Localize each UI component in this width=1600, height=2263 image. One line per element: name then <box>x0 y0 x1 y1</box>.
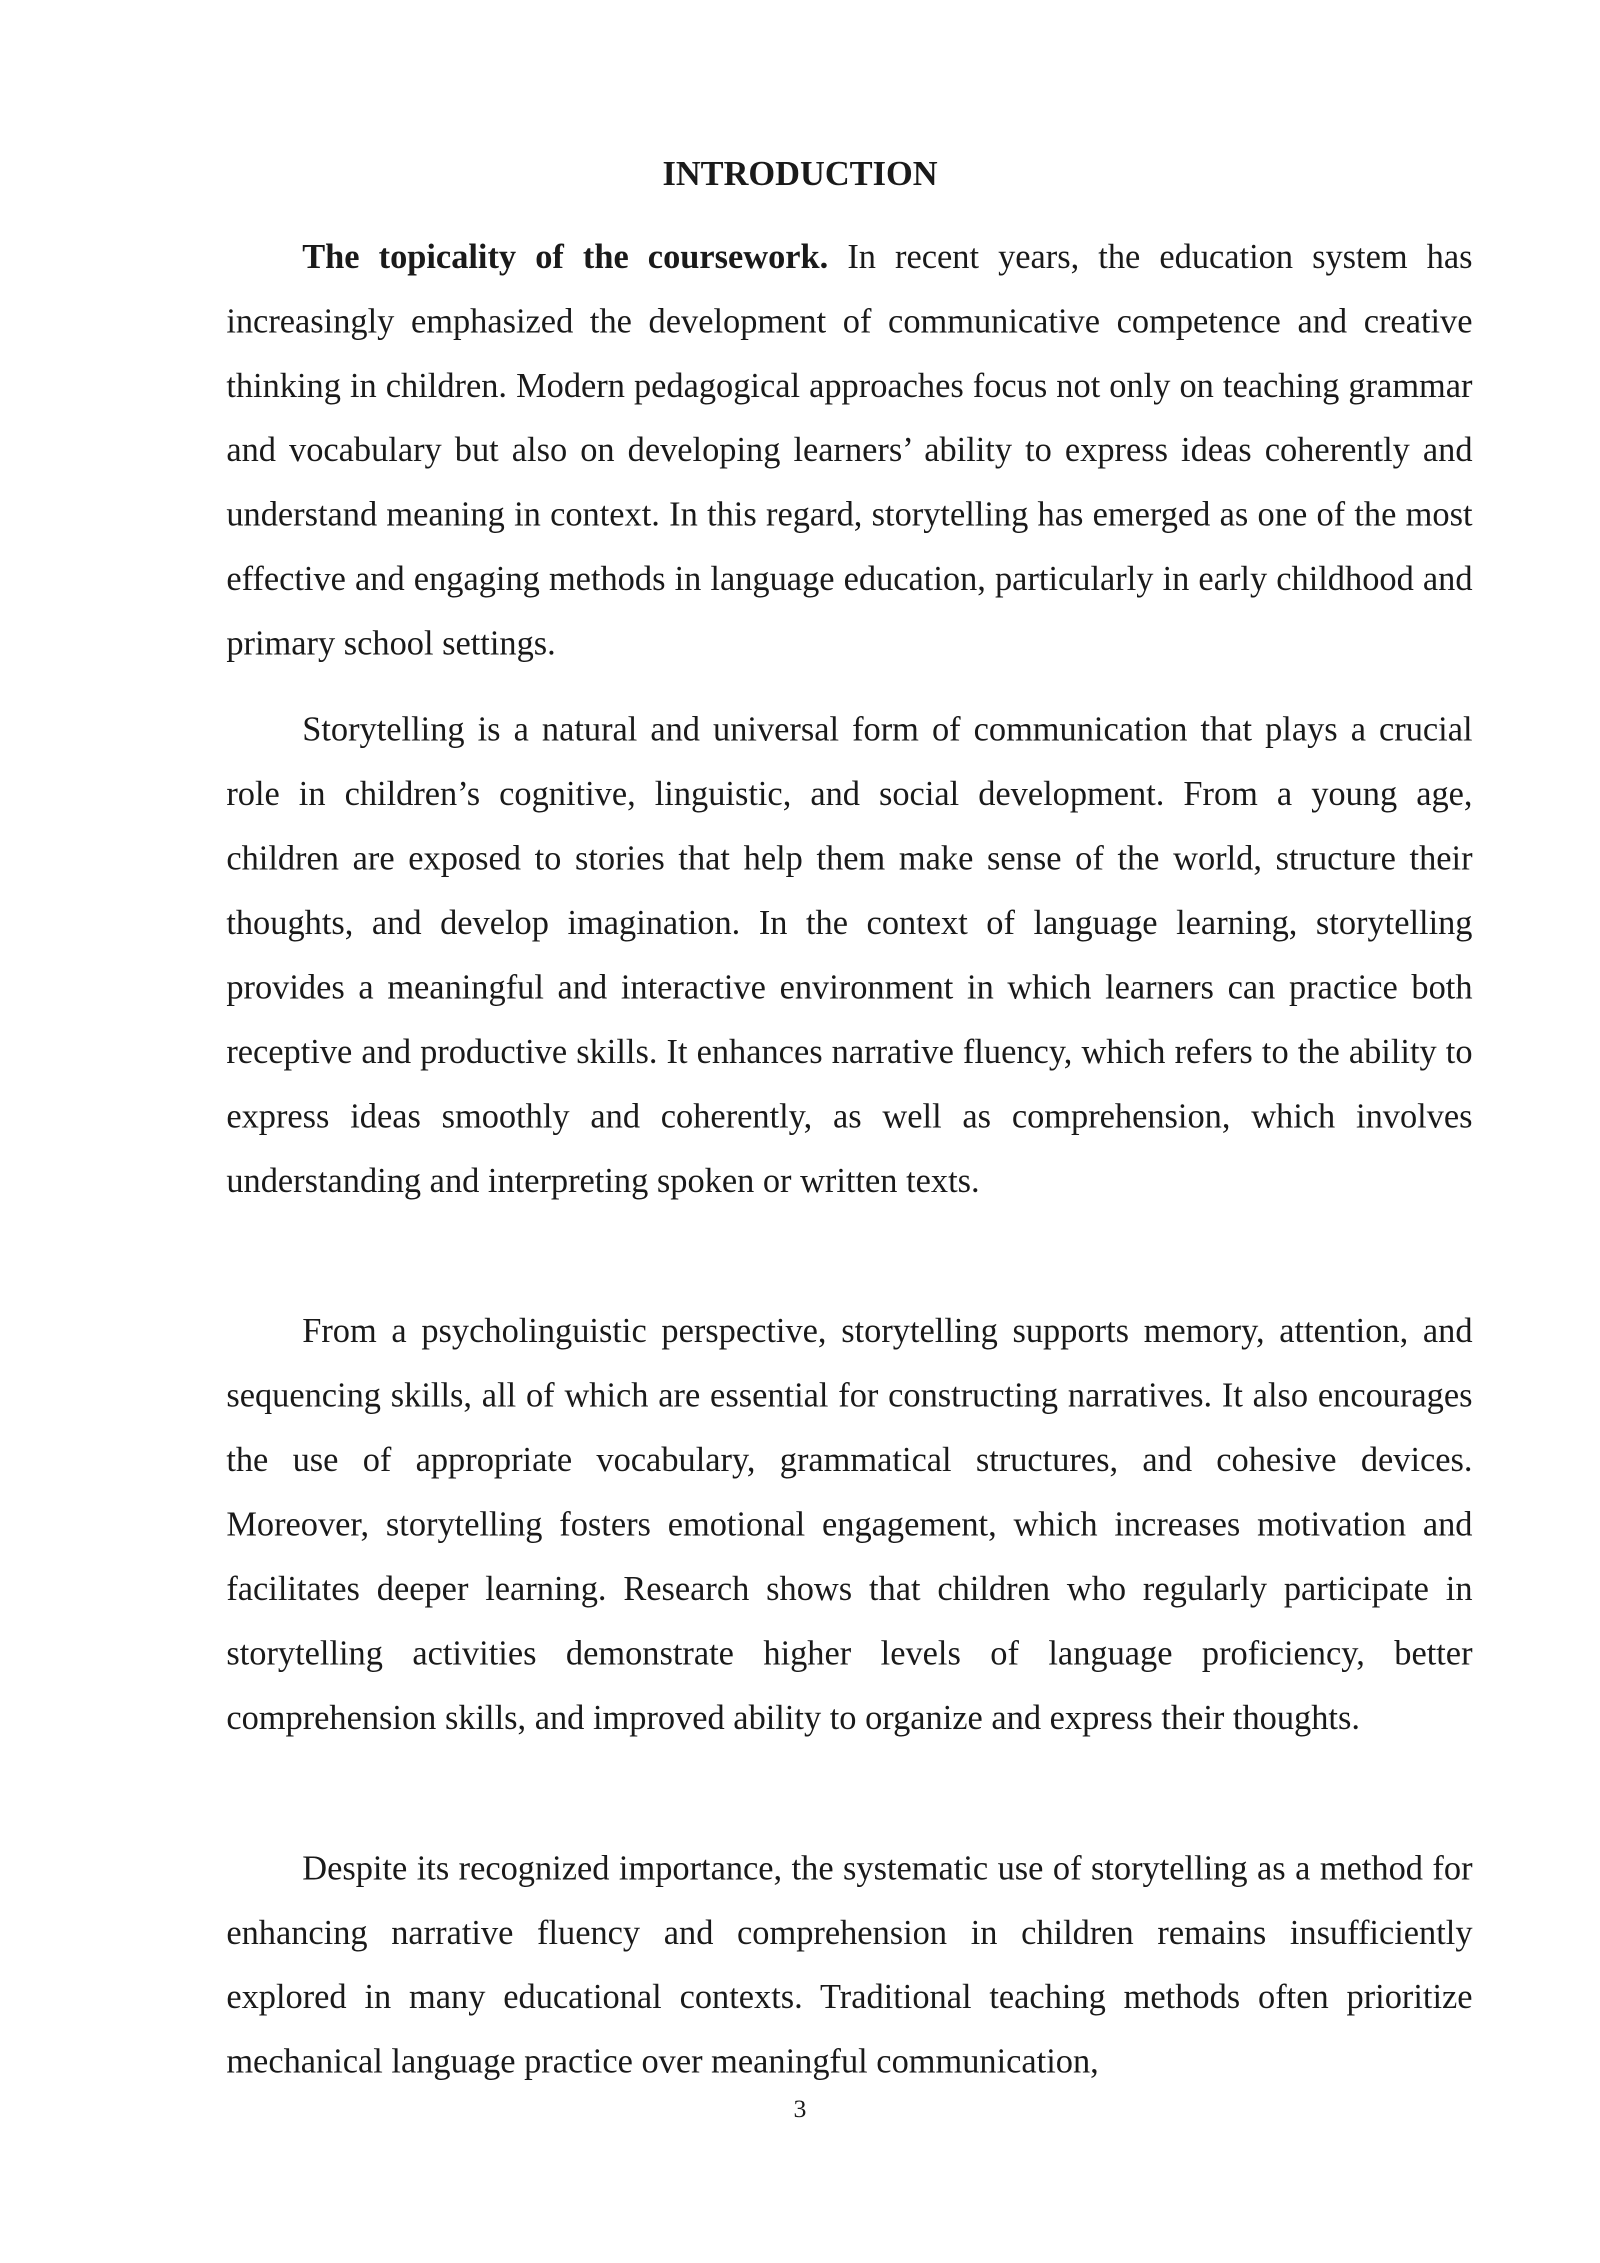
paragraph-psycholinguistic: From a psycholinguistic perspective, storytelling supports memory, attention, and sequencing skills, all of which are essential for constructing narratives. It also encourages the use of appropriate vocabulary, grammatical structures, and cohesive devices. Moreover, storytelling fosters emotional engagement, which increases motivation and facilitates deeper learning. Research shows that children who regularly participate in storytelling activities demonstrate higher levels of language proficiency, better comprehension skills, and improved ability to organize and express their thoughts. <box>226 1313 1473 1738</box>
paragraph-lead-heading: The topicality of the coursework. <box>302 239 829 277</box>
page-title: INTRODUCTION <box>662 156 938 194</box>
page-number: 3 <box>793 2094 807 2123</box>
paragraph-text: In recent years, the education system has increasingly emphasized the development of communicative competence and creative thinking in children. Modern pedagogical approaches focus not only on teaching grammar and vocabulary but also on developing learners’ ability to express ideas coherently and understand meaning in context. In this regard, storytelling has emerged as one of the most effective and engaging methods in language education, particularly in early childhood and primary school settings. <box>226 239 1473 664</box>
paragraph-storytelling: Storytelling is a natural and universal form of communication that plays a crucial role in children’s cognitive, linguistic, and social development. From a young age, children are exposed to stories that help them make sense of the world, structure their thoughts, and develop imagination. In the context of language learning, storytelling provides a meaningful and interactive environment in which learners can practice both receptive and productive skills. It enhances narrative fluency, which refers to the ability to express ideas smoothly and coherently, as well as comprehension, which involves understanding and interpreting spoken or written texts. <box>226 711 1473 1201</box>
paragraph-despite: Despite its recognized importance, the systematic use of storytelling as a method for enhancing narrative fluency and comprehension in children remains insufficiently explored in many educational contexts. Traditional teaching methods often prioritize mechanical language practice over meaningful communication, <box>226 1850 1473 2082</box>
paragraph-topicality <box>226 226 1472 677</box>
